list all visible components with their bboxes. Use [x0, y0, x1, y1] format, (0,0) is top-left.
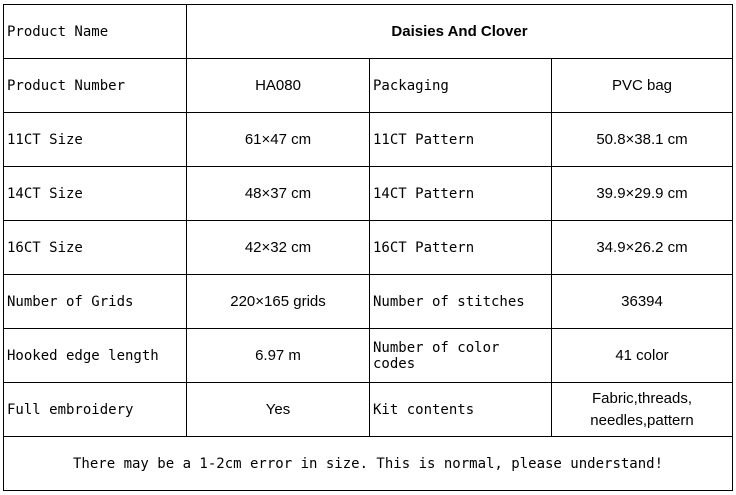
size-14ct-value: 48×37 cm — [187, 167, 370, 221]
stitches-value: 36394 — [552, 275, 733, 329]
size-14ct-label: 14CT Size — [4, 167, 187, 221]
hooked-edge-label: Hooked edge length — [4, 329, 187, 383]
table-row — [4, 59, 733, 113]
pattern-16ct-label: 16CT Pattern — [370, 221, 552, 275]
pattern-14ct-label: 14CT Pattern — [370, 167, 552, 221]
packaging-label: Packaging — [370, 59, 552, 113]
table-row — [4, 167, 733, 221]
size-11ct-value: 61×47 cm — [187, 113, 370, 167]
table-row — [4, 275, 733, 329]
hooked-edge-value: 6.97 m — [187, 329, 370, 383]
table-row — [4, 5, 733, 59]
stitches-label: Number of stitches — [370, 275, 552, 329]
table-row — [4, 113, 733, 167]
kit-contents-label: Kit contents — [370, 383, 552, 437]
table-row — [4, 221, 733, 275]
pattern-11ct-label: 11CT Pattern — [370, 113, 552, 167]
table-row — [4, 437, 733, 491]
table-row — [4, 329, 733, 383]
color-codes-label: Number of color codes — [370, 329, 552, 383]
color-codes-value: 41 color — [552, 329, 733, 383]
footer-note: There may be a 1-2cm error in size. This is normal, please understand! — [4, 437, 733, 491]
full-embroidery-label: Full embroidery — [4, 383, 187, 437]
grids-value: 220×165 grids — [187, 275, 370, 329]
packaging-value: PVC bag — [552, 59, 733, 113]
pattern-14ct-value: 39.9×29.9 cm — [552, 167, 733, 221]
product-number-value: HA080 — [187, 59, 370, 113]
pattern-16ct-value: 34.9×26.2 cm — [552, 221, 733, 275]
size-16ct-value: 42×32 cm — [187, 221, 370, 275]
full-embroidery-value: Yes — [187, 383, 370, 437]
grids-label: Number of Grids — [4, 275, 187, 329]
kit-contents-line-1: Fabric,threads, — [591, 389, 693, 407]
size-11ct-label: 11CT Size — [4, 113, 187, 167]
kit-contents-value — [552, 383, 733, 437]
product-name-label: Product Name — [4, 5, 187, 59]
product-spec-table — [3, 4, 733, 491]
table-row — [4, 383, 733, 437]
kit-contents-line-2: needles,pattern — [590, 411, 694, 429]
pattern-11ct-value: 50.8×38.1 cm — [552, 113, 733, 167]
product-number-label: Product Number — [4, 59, 187, 113]
size-16ct-label: 16CT Size — [4, 221, 187, 275]
product-name-value: Daisies And Clover — [187, 5, 733, 59]
